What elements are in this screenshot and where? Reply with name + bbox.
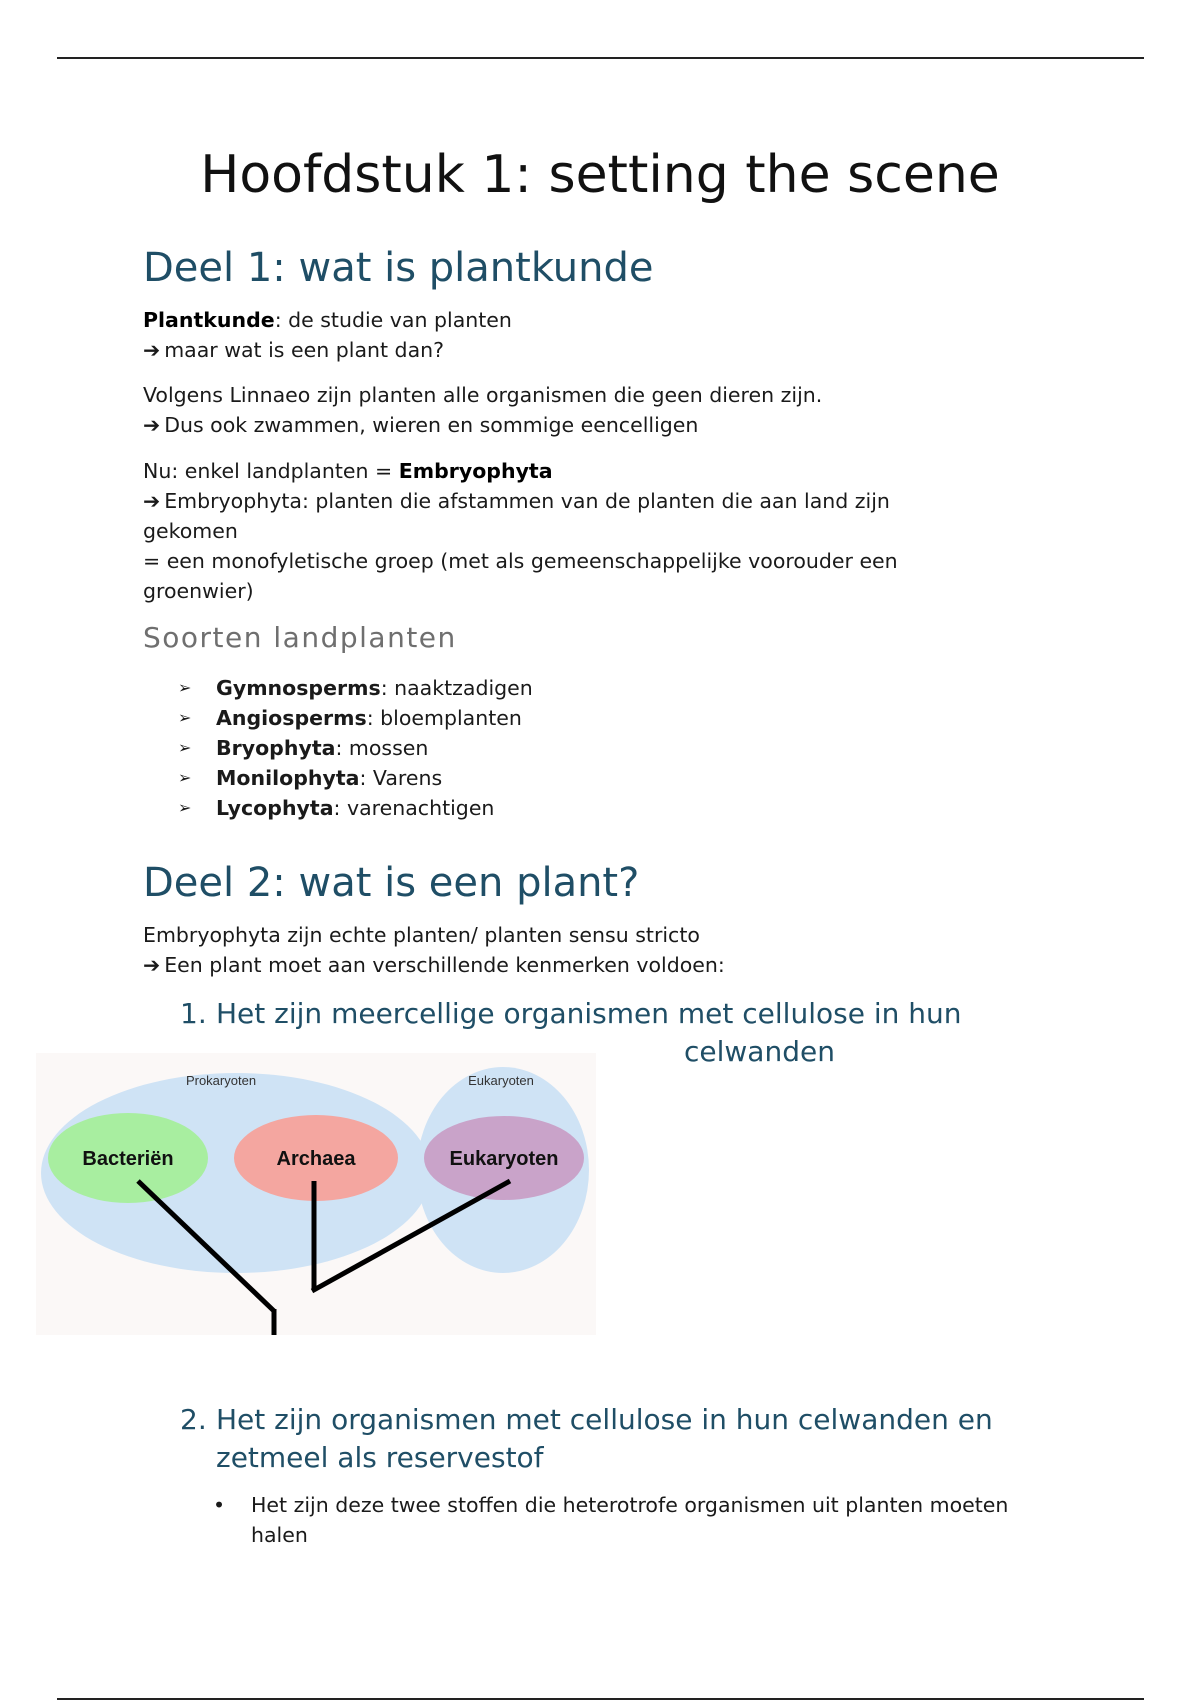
plant-type-desc: : naaktzadigen	[380, 676, 533, 700]
kenmerk-1-text: Het zijn meercellige organismen met cellulose in hun	[216, 997, 962, 1030]
deel2-intro	[143, 920, 1003, 980]
plant-type-name: Angiosperms	[216, 706, 367, 730]
plant-type-desc: : Varens	[359, 766, 443, 790]
list-item	[213, 1490, 1013, 1550]
plantkunde-definition: : de studie van planten	[274, 308, 512, 332]
list-item	[178, 763, 533, 793]
kenmerk-2-number: 2.	[180, 1403, 207, 1436]
eukaryoten-group-label: Eukaryoten	[468, 1073, 534, 1088]
landplanten-list	[178, 673, 533, 823]
kenmerken-line: Een plant moet aan verschillende kenmerken voldoen:	[164, 953, 725, 977]
page-title: Hoofdstuk 1: setting the scene	[200, 145, 1000, 205]
kenmerk-2-text: Het zijn organismen met cellulose in hun celwanden en	[216, 1403, 993, 1436]
chevron-bullet-icon: ➢	[178, 738, 192, 757]
tree-of-life-figure	[36, 1053, 596, 1335]
heterotroof-text: Het zijn deze twee stoffen die heterotrofe organismen uit planten moeten halen	[251, 1493, 1009, 1547]
kenmerk-2-text-cont: zetmeel als reservestof	[216, 1441, 544, 1474]
question-line: maar wat is een plant dan?	[164, 338, 445, 362]
list-item	[178, 733, 533, 763]
linnaeo-line: Volgens Linnaeo zijn planten alle organismen die geen dieren zijn.	[143, 383, 823, 407]
top-rule	[57, 57, 1144, 59]
plant-type-desc: : varenachtigen	[333, 796, 495, 820]
embryophyta-definition: Embryophyta: planten die afstammen van de planten die aan land zijn gekomen	[143, 489, 890, 543]
archaea-label: Archaea	[276, 1148, 356, 1170]
arrow-icon: ➔	[143, 489, 161, 513]
nu-text: Nu: enkel landplanten =	[143, 459, 399, 483]
chevron-bullet-icon: ➢	[178, 798, 192, 817]
kenmerk-2-bullets	[213, 1490, 1013, 1550]
plant-type-name: Bryophyta	[216, 736, 336, 760]
arrow-icon: ➔	[143, 338, 161, 362]
arrow-icon: ➔	[143, 413, 161, 437]
chevron-bullet-icon: ➢	[178, 678, 192, 697]
list-item	[178, 793, 533, 823]
plant-type-desc: : mossen	[335, 736, 429, 760]
kenmerk-2-heading	[180, 1401, 1080, 1477]
plant-type-name: Lycophyta	[216, 796, 334, 820]
sensu-stricto-line: Embryophyta zijn echte planten/ planten sensu stricto	[143, 923, 700, 947]
chevron-bullet-icon: ➢	[178, 768, 192, 787]
prokaryoten-label: Prokaryoten	[185, 1073, 257, 1088]
chevron-bullet-icon: ➢	[178, 708, 192, 727]
bacterien-label: Bacteriën	[82, 1148, 174, 1170]
deel2-heading: Deel 2: wat is een plant?	[143, 860, 640, 906]
plant-type-desc: : bloemplanten	[366, 706, 522, 730]
bullet-icon: •	[213, 1493, 226, 1517]
embryophyta-term: Embryophyta	[398, 459, 553, 483]
deel1-heading: Deel 1: wat is plantkunde	[143, 245, 654, 291]
soorten-subheading: Soorten landplanten	[143, 621, 457, 654]
plant-type-name: Gymnosperms	[216, 676, 381, 700]
deel1-linnaeo-paragraph	[143, 380, 1003, 440]
eukaryoten-label: Eukaryoten	[449, 1148, 559, 1170]
zwammen-line: Dus ook zwammen, wieren en sommige eencelligen	[164, 413, 699, 437]
monofyletisch-line: = een monofyletische groep (met als gemeenschappelijke voorouder een groenwier)	[143, 549, 898, 603]
list-item	[178, 703, 533, 733]
kenmerk-1-text-cont: celwanden	[684, 1035, 835, 1068]
deel1-embryophyta-paragraph	[143, 456, 973, 606]
arrow-icon: ➔	[143, 953, 161, 977]
kenmerk-1-number: 1.	[180, 997, 207, 1030]
list-item	[178, 673, 533, 703]
plantkunde-term: Plantkunde	[143, 308, 275, 332]
deel1-definition	[143, 305, 1003, 365]
plant-type-name: Monilophyta	[216, 766, 360, 790]
